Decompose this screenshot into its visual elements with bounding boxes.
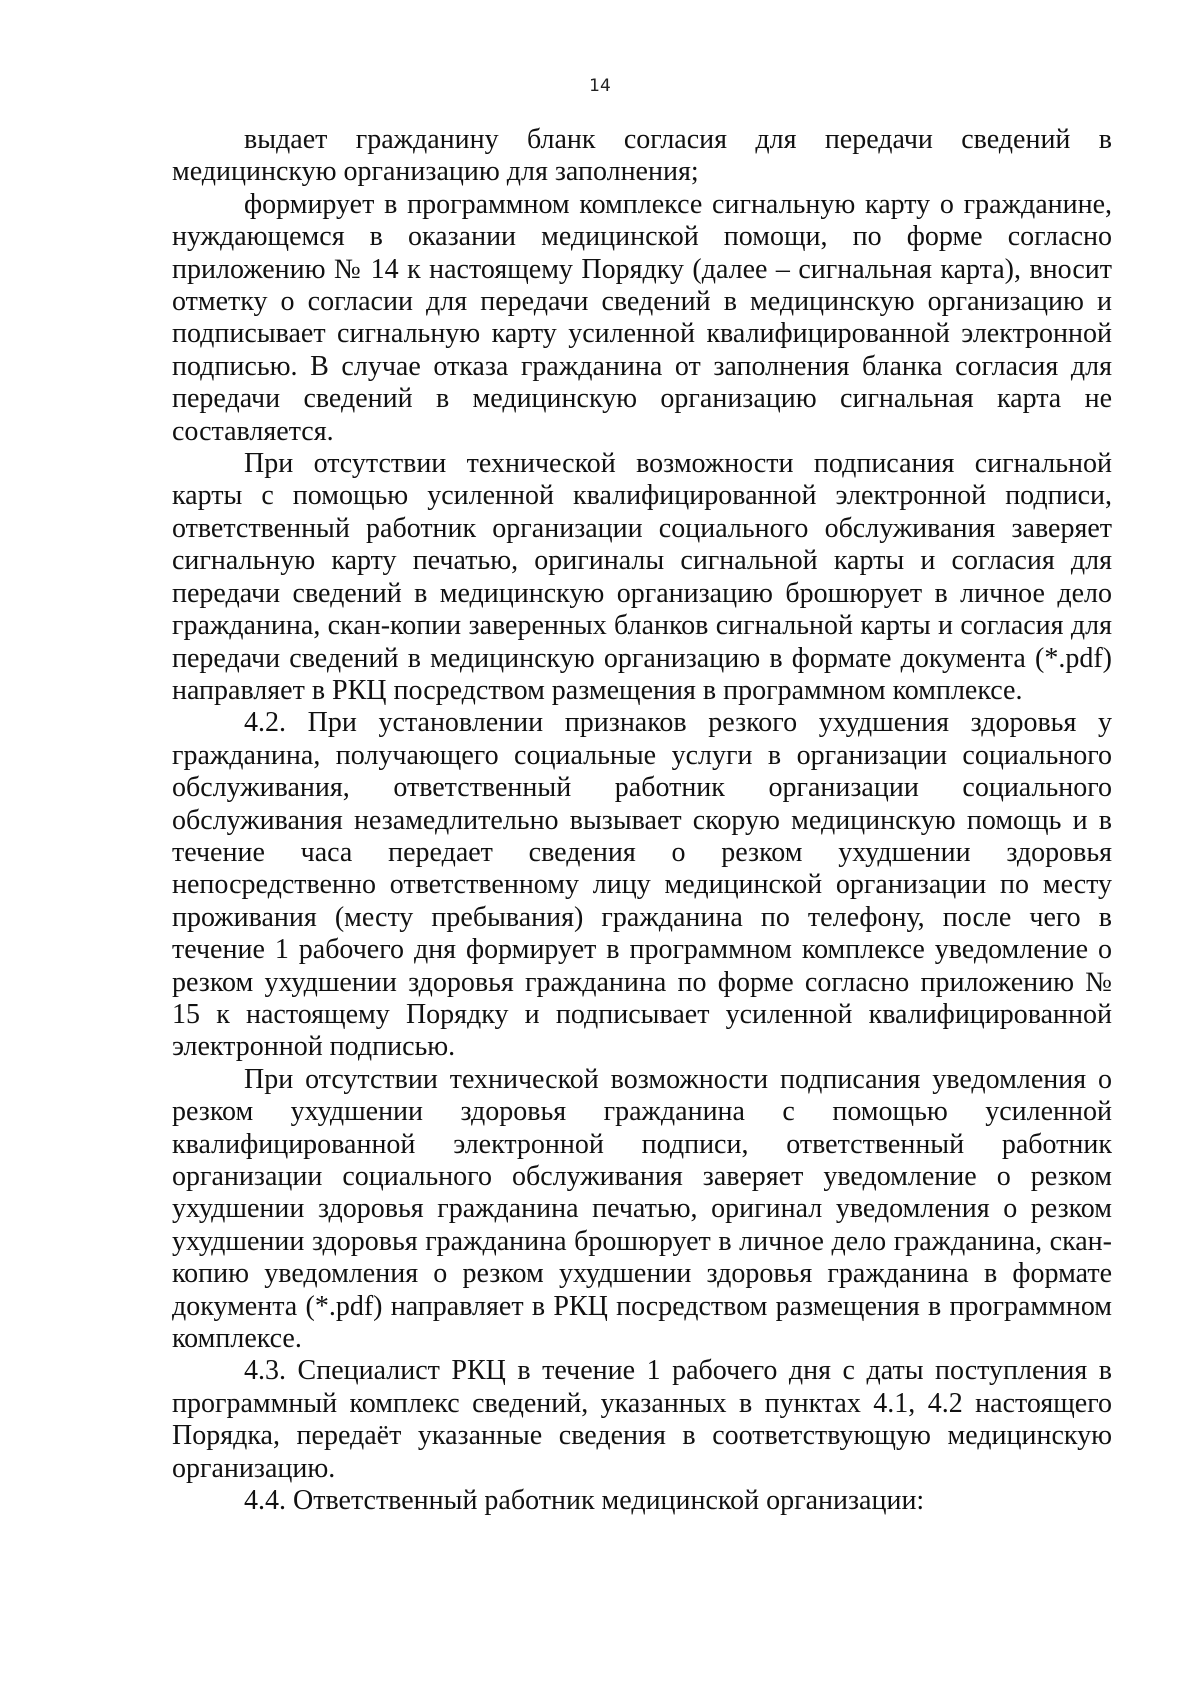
paragraph-signal-card: формирует в программном комплексе сигнальную карту о гражданине, нуждающемся в оказании медицинской помощи, по форме согласно приложению № 14 к настоящему Порядку (далее – сигнальная карта), вносит отметку о согласии для передачи сведений в медицинскую организацию и подписывает сигнальную карту усиленной квалифицированной электронной подписью. В случае отказа гражданина от заполнения бланка согласия для передачи сведений в медицинскую организацию сигнальная карта не составляется. [172, 188, 1112, 447]
document-body [172, 124, 1112, 1517]
paragraph-section-4-3: 4.3. Специалист РКЦ в течение 1 рабочего дня с даты поступления в программный комплекс сведений, указанных в пунктах 4.1, 4.2 настоящего Порядка, передаёт указанные сведения в соответствующую медицинскую организацию. [172, 1355, 1112, 1484]
paragraph-section-4-2: 4.2. При установлении признаков резкого ухудшения здоровья у гражданина, получающего социальные услуги в организации социального обслуживания, ответственный работник организации социального обслуживания незамедлительно вызывает скорую медицинскую помощь и в течение часа передает сведения о резком ухудшении здоровья непосредственно ответственному лицу медицинской организации по месту проживания (месту пребывания) гражданина по телефону, после чего в течение 1 рабочего дня формирует в программном комплексе уведомление о резком ухудшении здоровья гражданина по форме согласно приложению № 15 к настоящему Порядку и подписывает усиленной квалифицированной электронной подписью. [172, 707, 1112, 1063]
paragraph-consent-form: выдает гражданину бланк согласия для передачи сведений в медицинскую организацию для заполнения; [172, 124, 1112, 188]
paragraph-no-signature-signal-card: При отсутствии технической возможности подписания сигнальной карты с помощью усиленной квалифицированной электронной подписи, ответственный работник организации социального обслуживания заверяет сигнальную карту печатью, оригиналы сигнальной карты и согласия для передачи сведений в медицинскую организацию брошюрует в личное дело гражданина, скан-копии заверенных бланков сигнальной карты и согласия для передачи сведений в медицинскую организацию в формате документа (*.pdf) направляет в РКЦ посредством размещения в программном комплексе. [172, 448, 1112, 706]
paragraph-section-4-4: 4.4. Ответственный работник медицинской организации: [244, 1485, 925, 1517]
page-number: 14 [589, 76, 611, 96]
paragraph-no-signature-notification: При отсутствии технической возможности подписания уведомления о резком ухудшении здоровья гражданина с помощью усиленной квалифицированной электронной подписи, ответственный работник организации социального обслуживания заверяет уведомление о резком ухудшении здоровья гражданина печатью, оригинал уведомления о резком ухудшении здоровья гражданина брошюрует в личное дело гражданина, скан-копию уведомления о резком ухудшении здоровья гражданина в формате документа (*.pdf) направляет в РКЦ посредством размещения в программном комплексе. [172, 1063, 1112, 1355]
